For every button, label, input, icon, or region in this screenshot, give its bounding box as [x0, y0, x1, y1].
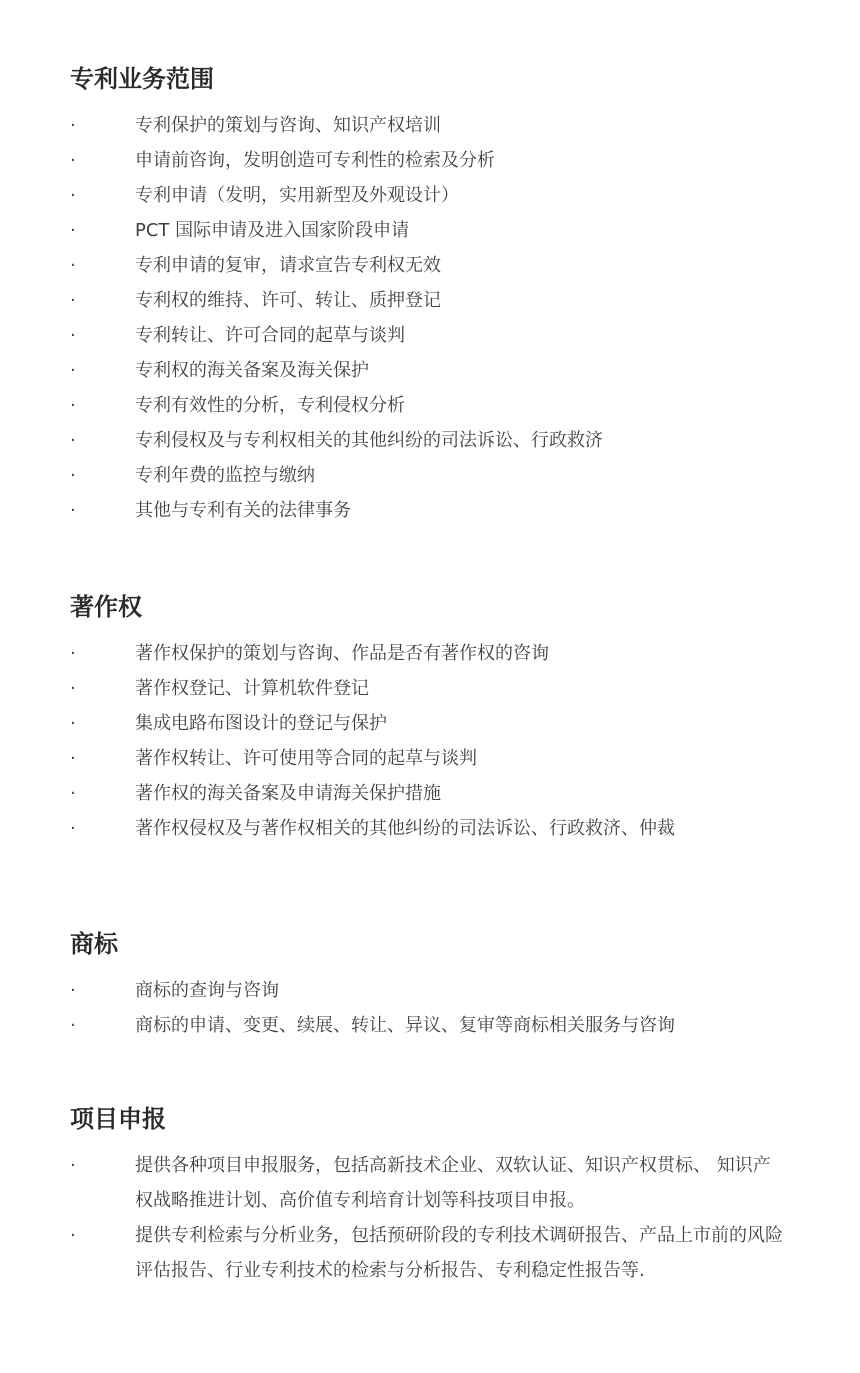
bullet: ·: [70, 465, 76, 486]
list-item-text: 提供各种项目申报服务，包括高新技术企业、双软认证、知识产权贯标、 知识产权战略推进计划、高价值专利培育计划等科技项目申报。: [135, 1155, 771, 1211]
bullet: ·: [70, 678, 76, 699]
bullet: ·: [70, 818, 76, 839]
list-item: [70, 973, 830, 1008]
bullet: ·: [70, 643, 76, 664]
bullet: ·: [70, 713, 76, 734]
list-item: [70, 1148, 785, 1218]
list-item: [70, 458, 830, 493]
bullet: ·: [70, 980, 76, 1001]
list-item: [70, 178, 830, 213]
bullet: ·: [70, 290, 76, 311]
list-item: [70, 108, 830, 143]
bullet: ·: [70, 1015, 76, 1036]
bullet: ·: [70, 1155, 76, 1176]
bullet: ·: [70, 360, 76, 381]
section-title: 项目申报: [70, 1105, 166, 1133]
list-item-text: 专利权的维持、许可、转让、质押登记: [135, 290, 441, 311]
list-item-text: 其他与专利有关的法律事务: [135, 500, 351, 521]
list-item: [70, 811, 830, 846]
bullet: ·: [70, 185, 76, 206]
list-item-text: 商标的申请、变更、续展、转让、异议、复审等商标相关服务与咨询: [135, 1015, 675, 1036]
bullet: ·: [70, 150, 76, 171]
list-item-text: 专利保护的策划与咨询、知识产权培训: [135, 115, 441, 136]
list-item: [70, 776, 830, 811]
list-item: [70, 1218, 785, 1288]
bullet: ·: [70, 1225, 76, 1246]
list-item-text: 著作权登记、计算机软件登记: [135, 678, 369, 699]
list-item-text: 集成电路布图设计的登记与保护: [135, 713, 387, 734]
list-item-text: 专利年费的监控与缴纳: [135, 465, 315, 486]
list-item-text: 提供专利检索与分析业务，包括预研阶段的专利技术调研报告、产品上市前的风险评估报告、行业专利技术的检索与分析报告、专利稳定性报告等.: [135, 1225, 783, 1281]
bullet: ·: [70, 395, 76, 416]
list-item: [70, 283, 830, 318]
list-item-text: 专利侵权及与专利权相关的其他纠纷的司法诉讼、行政救济: [135, 430, 603, 451]
copyright-services-section: [70, 590, 830, 846]
project-declaration-section: [70, 1102, 830, 1288]
bullet: ·: [70, 430, 76, 451]
list-item: [70, 423, 830, 458]
list-item-text: 申请前咨询，发明创造可专利性的检索及分析: [135, 150, 495, 171]
list-item: [70, 636, 830, 671]
list-item: [70, 248, 830, 283]
bullet: ·: [70, 748, 76, 769]
list-item-text: 专利权的海关备案及海关保护: [135, 360, 369, 381]
section-title: 著作权: [70, 593, 142, 621]
list-item: [70, 493, 830, 528]
list-item: [70, 353, 830, 388]
list-item-text: 著作权保护的策划与咨询、作品是否有著作权的咨询: [135, 643, 549, 664]
list-item: [70, 318, 830, 353]
project-declaration-list: [70, 1148, 830, 1288]
section-title: 专利业务范围: [70, 65, 214, 93]
patent-services-list: [70, 108, 830, 528]
bullet: ·: [70, 500, 76, 521]
list-item-text: 著作权的海关备案及申请海关保护措施: [135, 783, 441, 804]
copyright-services-list: [70, 636, 830, 846]
list-item: [70, 388, 830, 423]
list-item-text: 著作权转让、许可使用等合同的起草与谈判: [135, 748, 477, 769]
bullet: ·: [70, 115, 76, 136]
list-item: [70, 143, 830, 178]
bullet: ·: [70, 220, 76, 241]
list-item-text: 专利申请的复审，请求宣告专利权无效: [135, 255, 441, 276]
list-item: [70, 671, 830, 706]
list-item-text: 著作权侵权及与著作权相关的其他纠纷的司法诉讼、行政救济、仲裁: [135, 818, 675, 839]
bullet: ·: [70, 783, 76, 804]
bullet: ·: [70, 325, 76, 346]
section-title: 商标: [70, 930, 118, 958]
list-item-text: 专利转让、许可合同的起草与谈判: [135, 325, 405, 346]
list-item-text: 商标的查询与咨询: [135, 980, 279, 1001]
list-item-text: 专利有效性的分析，专利侵权分析: [135, 395, 405, 416]
list-item: [70, 741, 830, 776]
trademark-services-section: [70, 927, 830, 1043]
bullet: ·: [70, 255, 76, 276]
list-item: [70, 213, 830, 248]
trademark-services-list: [70, 973, 830, 1043]
list-item-text: PCT 国际申请及进入国家阶段申请: [135, 220, 410, 241]
list-item: [70, 706, 830, 741]
patent-services-section: [70, 62, 830, 528]
list-item-text: 专利申请（发明，实用新型及外观设计）: [135, 185, 459, 206]
list-item: [70, 1008, 830, 1043]
